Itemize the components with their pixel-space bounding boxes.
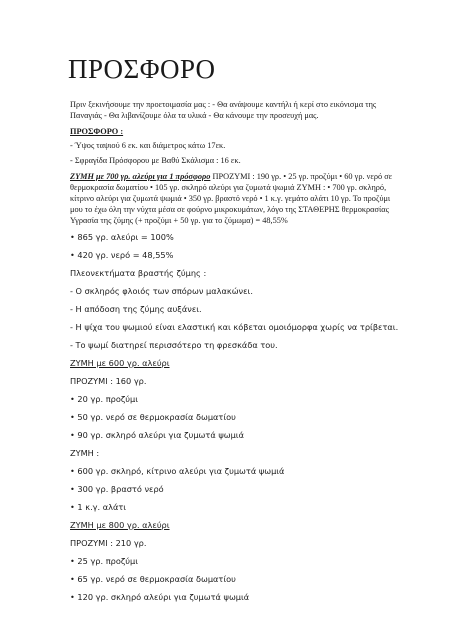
prosforo-heading: ΠΡΟΣΦΟΡΟ : bbox=[70, 127, 124, 136]
list-item: • 120 γρ. σκληρό αλεύρι για ζυμωτά ψωμιά bbox=[70, 592, 250, 602]
list-item: • 300 γρ. βραστό νερό bbox=[70, 484, 164, 494]
list-item: • 1 κ.γ. αλάτι bbox=[70, 502, 127, 512]
zymi-600-heading: ΖΥΜΗ με 600 γρ. αλεύρι bbox=[70, 358, 170, 368]
zymi-label: ΖΥΜΗ : bbox=[70, 448, 100, 458]
prozymi-160-line: ΠΡΟΖΥΜΙ : 160 γρ. bbox=[70, 376, 147, 386]
flour-percent: • 865 γρ. αλεύρι = 100% bbox=[70, 232, 174, 242]
prozymi-210-line: ΠΡΟΖΥΜΙ : 210 γρ. bbox=[70, 538, 147, 548]
advantage-item: - Ο σκληρός φλοιός των σπόρων μαλακώνει. bbox=[70, 286, 253, 296]
hydration-line: Υγρασία της ζύμης (+ προζύμι + 50 γρ. για το ζύμωμα) = 48,55% bbox=[70, 216, 288, 225]
advantages-heading: Πλεονεκτήματα βραστής ζύμης : bbox=[70, 268, 207, 278]
list-item: • 50 γρ. νερό σε θερμοκρασία δωματίου bbox=[70, 412, 236, 422]
list-item: • 65 γρ. νερό σε θερμοκρασία δωματίου bbox=[70, 574, 236, 584]
list-item: • 90 γρ. σκληρό αλεύρι για ζυμωτά ψωμιά bbox=[70, 430, 244, 440]
zymi-700-body: ΠΡΟΖΥΜΙ : 190 γρ. • 25 γρ. προζύμι • 60 γρ. νερό σε θερμοκρασία δωματίου • 105 γρ. σκληρό αλεύρι για ζυμωτά ψωμιά ΖΥΜΗ : • 700 γρ. σκληρό, κίτρινο αλεύρι για ζυμωτά ψωμιά • 350 γρ. βραστό νερό • 1 κ.γ. γεμάτο αλάτι 10 γρ. Το προζύμι μου το έχω όλη την νύχτα μέσα σε φούρνο μικροκυμάτων, λόγο της ΣΤΑΘΕΡΗΣ θερμοκρασίας bbox=[70, 172, 393, 214]
list-item: • 25 γρ. προζύμι bbox=[70, 556, 139, 566]
height-line: - Ύψος ταψιού 6 εκ. και διάμετρος κάτω 17εκ. bbox=[70, 141, 226, 150]
page-title: ΠΡΟΣΦΟΡΟ bbox=[68, 54, 216, 84]
seal-line: - Σφραγίδα Πρόσφορου με Βαθύ Σκάλισμα : 16 εκ. bbox=[70, 156, 241, 165]
advantage-item: - Η ψίχα του ψωμιού είναι ελαστική και κόβεται ομοιόμορφα χωρίς να τρίβεται. bbox=[70, 322, 399, 332]
advantage-item: - Το ψωμί διατηρεί περισσότερο τη φρεσκάδα του. bbox=[70, 340, 278, 350]
list-item: • 20 γρ. προζύμι bbox=[70, 394, 139, 404]
water-percent: • 420 γρ. νερό = 48,55% bbox=[70, 250, 174, 260]
list-item: • 600 γρ. σκληρό, κίτρινο αλεύρι για ζυμωτά ψωμιά bbox=[70, 466, 285, 476]
zymi-800-heading: ΖΥΜΗ με 800 γρ. αλεύρι bbox=[70, 520, 170, 530]
intro-paragraph: Πριν ξεκινήσουμε την προετοιμασία μας : - Θα ανάψουμε καντήλι ή κερί στο εικόνισμα της Παναγιάς - Θα λιβανίζουμε όλα τα υλικά - Θα κάνουμε την προσευχή μας. bbox=[70, 100, 377, 120]
zymi-700-paragraph bbox=[70, 171, 400, 215]
advantage-item: - Η απόδοση της ζύμης αυξάνει. bbox=[70, 304, 202, 314]
zymi-700-heading: ΖΥΜΗ με 700 γρ. αλεύρι για 1 πρόσφορο bbox=[70, 172, 211, 181]
